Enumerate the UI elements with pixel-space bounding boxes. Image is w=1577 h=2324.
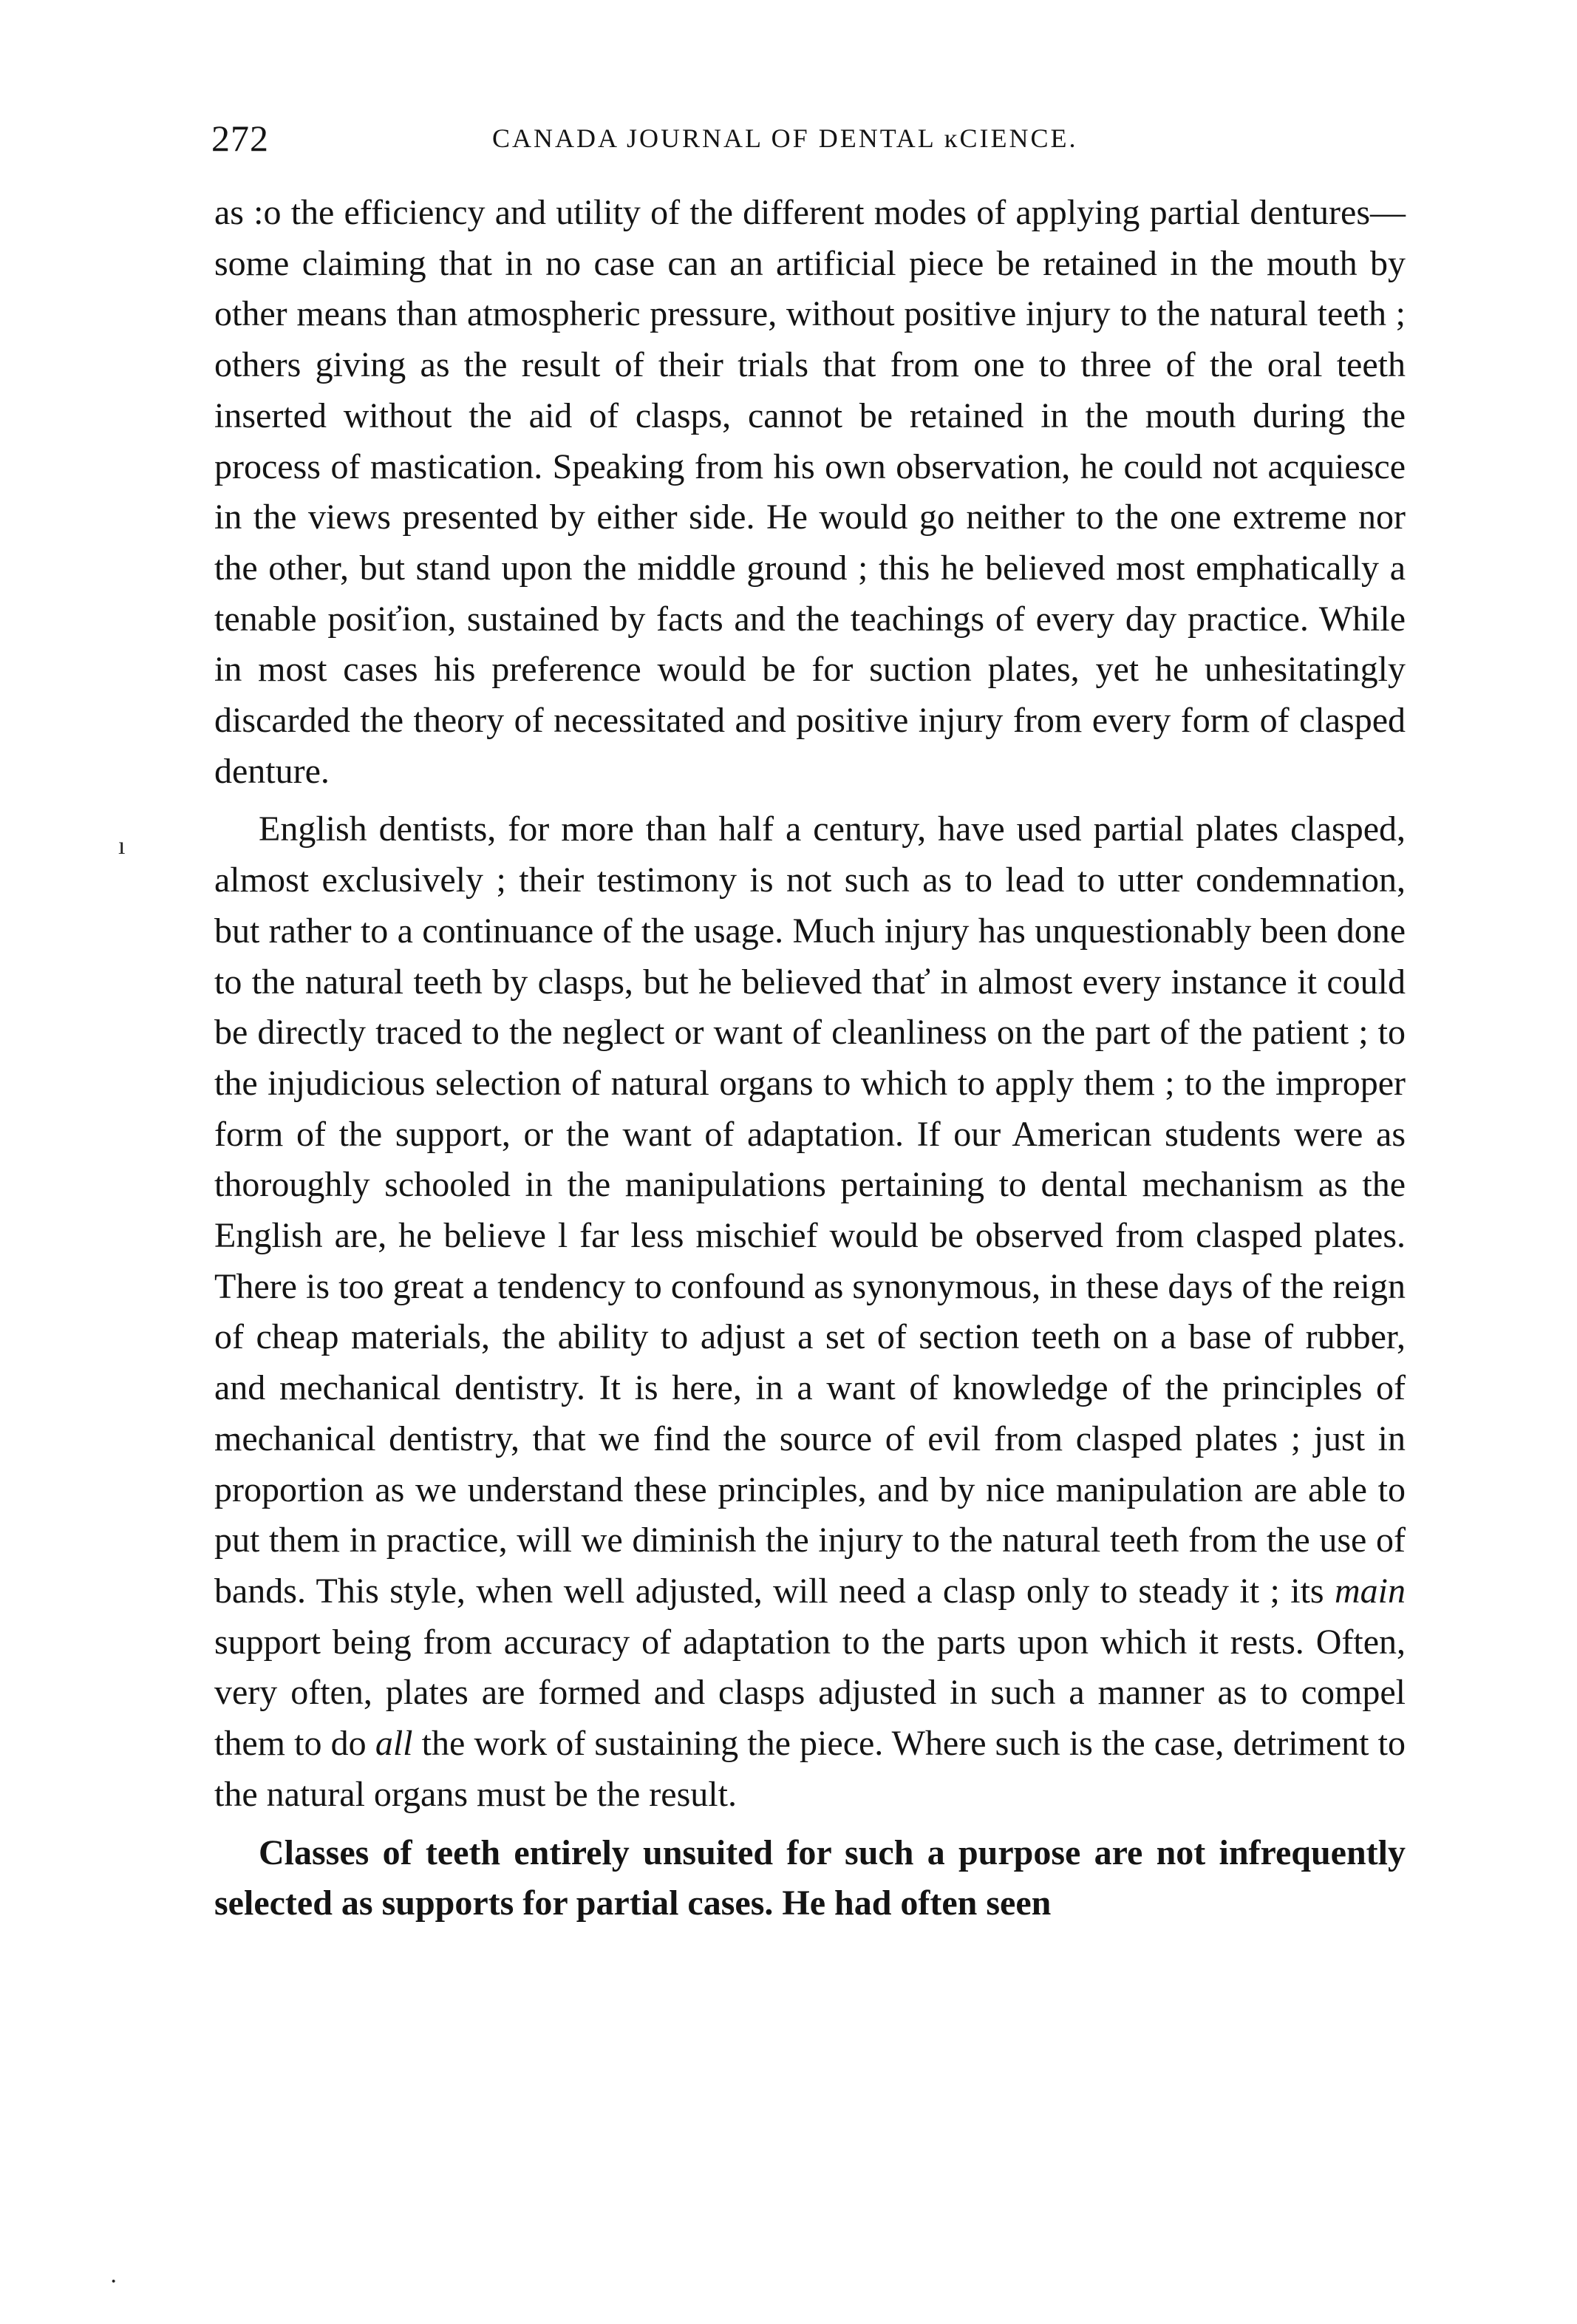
emphasis-main: main: [1335, 1571, 1406, 1611]
paragraph-3-text: Classes of teeth entirely unsuited for such a purpose are not infrequently selected as supports for partial cases. He had often seen: [214, 1832, 1406, 1923]
margin-mark: ı: [118, 832, 126, 860]
emphasis-all: all: [375, 1724, 413, 1764]
paragraph-2: [214, 804, 1406, 1820]
paragraph-2-text-a: English dentists, for more than half a century, have used partial plates clasped, almost exclusively ; their testimony is not such as to lead to utter condemnation, but rather to a continuance of the usage. Much injury has unquestionably been done to the natural teeth by clasps, but he believed thať in almost every instance it could be directly traced to the neglect or want of cleanliness on the part of the patient ; to the injudicious selection of natural organs to which to apply them ; to the improper form of the support, or the want of adaptation. If our American students were as thoroughly schooled in the manipulations pertaining to dental mechanism as the English are, he believe l far less mischief would be observed from clasped plates. There is too great a tendency to confound as synonymous, in these days of the reign of cheap materials, the ability to adjust a set of section teeth on a base of rubber, and mechanical dentistry. It is here, in a want of knowledge of the principles of mechanical dentistry, that we find the source of evil from clasped plates ; just in proportion as we understand these principles, and by nice manipulation are able to put them in practice, will we diminish the injury to the natural teeth from the use of bands. This style, when well adjusted, will need a clasp only to steady it ; its: [214, 809, 1406, 1611]
running-head: CANADA JOURNAL OF DENTAL ĸCIENCE.: [492, 123, 1078, 153]
body-text: [214, 188, 1406, 1929]
paragraph-2-text-b: support being from accuracy of adaptation to the parts upon which it rests. Often, very often, plates are formed and clasps adjusted in such a manner as to compel them to do: [214, 1622, 1406, 1764]
page-header: [211, 112, 1404, 164]
paragraph-1: [214, 188, 1406, 797]
paragraph-3: [214, 1828, 1406, 1929]
page-number: 272: [211, 118, 269, 159]
margin-mark: ·: [109, 2268, 118, 2295]
paragraph-2-text-c: the work of sustaining the piece. Where such is the case, detriment to the natural organs must be the result.: [214, 1724, 1406, 1814]
paragraph-1-text: as :o the efficiency and utility of the different modes of applying partial dentures—some claiming that in no case can an artificial piece be retained in the mouth by other means than atmospheric pressure, without positive injury to the natural teeth ; others giving as the result of their trials that from one to three of the oral teeth inserted without the aid of clasps, cannot be retained in the mouth during the process of mastication. Speaking from his own observation, he could not acquiesce in the views presented by either side. He would go neither to the one extreme nor the other, but stand upon the middle ground ; this he believed most emphatically a tenable posiťion, sustained by facts and the teachings of every day practice. While in most cases his preference would be for suction plates, yet he unhesitatingly discarded the theory of necessitated and positive injury from every form of clasped denture.: [214, 193, 1406, 791]
